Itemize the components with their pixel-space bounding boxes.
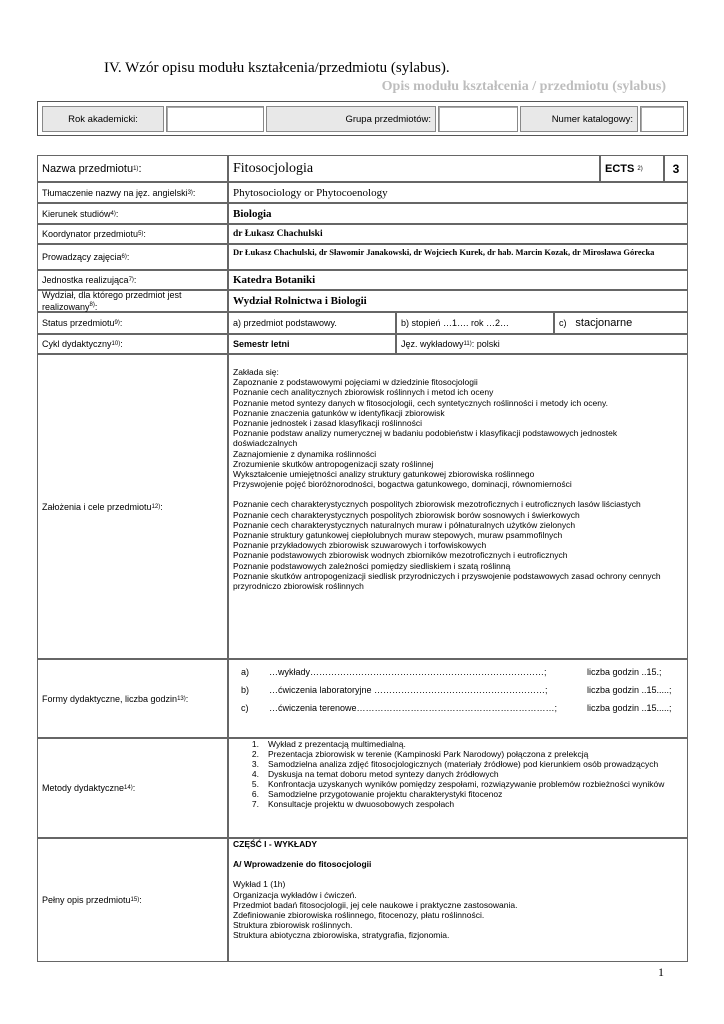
method-number: 5.	[251, 779, 259, 789]
goal-line: Poznanie jednostek i zasad klasyfikacji roślinności	[233, 418, 422, 429]
forms-cell	[228, 659, 688, 738]
description-list	[233, 890, 683, 941]
methods-label-cell	[37, 738, 228, 838]
method-number: 3.	[251, 759, 259, 769]
page-heading: IV. Wzór opisu modułu kształcenia/przedmiotu (sylabus).	[104, 60, 450, 76]
label-colon: :	[133, 275, 137, 285]
form-item-letter: c)	[241, 703, 249, 713]
methods-label: Metody dydaktyczne	[42, 783, 125, 793]
form-item-hours: liczba godzin ..15.;	[587, 667, 662, 677]
coordinator-label: Koordynator przedmiotu	[42, 229, 139, 239]
subject-name-label-cell	[37, 155, 228, 182]
unit-label-cell	[37, 270, 228, 290]
translation-cell	[228, 182, 688, 203]
label-colon: :	[185, 693, 189, 704]
unit-value: Katedra Botaniki	[233, 274, 316, 286]
method-text: Konfrontacja uzyskanych wyników pomiędzy zespołami, rozwiązywanie problemów rozbieżności wyników	[268, 779, 665, 789]
forms-list	[233, 663, 683, 717]
label-colon: :	[139, 895, 142, 905]
coordinator-label-cell	[37, 224, 228, 244]
field-value: Biologia	[233, 207, 272, 220]
form-item-hours: liczba godzin ..15.....;	[587, 703, 672, 713]
subject-name-label: Nazwa przedmiotu	[42, 162, 134, 175]
translation-value: Phytosociology or Phytocoenology	[233, 186, 388, 199]
goal-line: Poznanie cech charakterystycznych pospolitych zbiorowisk borów sosnowych i świerkowych	[233, 509, 580, 520]
method-item	[233, 779, 679, 789]
lecturers-label: Prowadzący zajęcia	[42, 252, 122, 262]
form-item-hours: liczba godzin ..15.....;	[587, 685, 672, 695]
status-c-prefix: c)	[559, 318, 567, 328]
field-cell	[228, 203, 688, 224]
goal-line: Poznanie znaczenia gatunków w identyfikacji zbiorowisk	[233, 407, 445, 418]
goal-line: Zapoznanie z podstawowymi pojęciami w dziedzinie fitosocjologii	[233, 377, 478, 388]
language-label: Jęz. wykładowy	[401, 339, 464, 349]
cycle-label-cell	[37, 334, 228, 354]
method-text: Samodzielna analiza zdjęć fitosocjologicznych (materiały źródłowe) pod kierunkiem osób prowadzących	[268, 759, 659, 769]
goals-footnote: 12)	[151, 503, 161, 510]
label-colon: :	[115, 208, 119, 219]
subject-group-field[interactable]	[438, 106, 518, 132]
method-item	[233, 749, 679, 759]
lecturers-value: Dr Łukasz Chachulski, dr Sławomir Janakowski, dr Wojciech Kurek, dr hab. Marcin Kozak, dr Mirosława Górecka	[233, 247, 655, 257]
faculty-cell	[228, 290, 688, 312]
label-colon: :	[160, 501, 163, 512]
faculty-label-cell	[37, 290, 228, 312]
subject-name-footnote: 1)	[133, 165, 139, 172]
subject-name-value: Fitosocjologia	[233, 160, 314, 176]
lecturers-label-cell	[37, 244, 228, 270]
ects-label-cell	[600, 155, 664, 182]
description-line: Przedmiot badań fitosocjologii, jej cele naukowe i praktyczne zastosowania.	[233, 899, 518, 910]
status-c-cell	[554, 312, 688, 334]
description-part-title: CZĘŚĆ I - WYKŁADY	[233, 839, 318, 849]
catalog-number-label: Numer katalogowy:	[520, 106, 638, 132]
method-item	[233, 759, 679, 769]
description-label: Pełny opis przedmiotu	[42, 895, 131, 905]
language-value: : polski	[471, 339, 500, 349]
description-line: Organizacja wykładów i ćwiczeń.	[233, 889, 357, 900]
label-colon: :	[94, 302, 98, 312]
method-text: Konsultacje projektu w dwuosobowych zespołach	[268, 799, 455, 809]
faculty-footnote: 8)	[89, 302, 95, 308]
goal-line: Przyswojenie pojęć bioróżnorodności, bogactwa gatunkowego, dominacji, równomierności	[233, 479, 572, 490]
goal-line: Poznanie cech charakterystycznych naturalnych muraw i półnaturalnych użytków zielonych	[233, 519, 576, 530]
form-item-letter: a)	[241, 667, 250, 677]
goals-cell	[228, 354, 688, 659]
cycle-value: Semestr letni	[233, 339, 290, 349]
form-item-letter: b)	[241, 685, 250, 695]
cycle-footnote: 10)	[111, 341, 121, 347]
label-colon: :	[119, 318, 123, 328]
method-item	[233, 769, 679, 779]
forms-label-cell	[37, 659, 228, 738]
lecturers-cell	[228, 244, 688, 270]
translation-label-cell	[37, 182, 228, 203]
academic-year-label: Rok akademicki:	[42, 106, 164, 132]
field-label: Kierunek studiów	[42, 208, 111, 219]
goal-line: Poznanie struktury gatunkowej ciepłolubnych muraw stepowych, muraw psammofilnych	[233, 530, 563, 541]
goal-line: Zakłada się:	[233, 367, 279, 377]
goals-list	[233, 367, 683, 591]
method-item	[233, 789, 679, 799]
label-colon: :	[192, 187, 196, 198]
goals-label: Założenia i cele przedmiotu	[42, 501, 152, 512]
field-label-cell	[37, 203, 228, 224]
unit-footnote: 7)	[128, 277, 134, 283]
methods-footnote: 14)	[124, 785, 133, 791]
description-line: Zdefiniowanie zbiorowiska roślinnego, fitocenozy, płatu roślinności.	[233, 910, 485, 921]
goal-line: Poznanie skutków antropogenizacji siedlisk przyrodniczych i przyswojenie podstawowych zasad ochrony cennych przyrodniczo zbiorowisk roślinnych	[233, 570, 661, 592]
translation-label: Tłumaczenie nazwy na jęz. angielski	[42, 187, 188, 198]
page-number: 1	[658, 965, 664, 979]
form-item	[233, 681, 683, 699]
label-colon: :	[126, 252, 130, 262]
forms-label: Formy dydaktyczne, liczba godzin	[42, 693, 178, 704]
goal-line: Poznanie metod syntezy danych w fitosocjologii, cech syntetycznych roślinności i metody ich oceny.	[233, 397, 608, 408]
cycle-cell	[228, 334, 396, 354]
status-label-cell	[37, 312, 228, 334]
faculty-label: Wydział, dla którego przedmiot jest realizowany	[42, 290, 182, 312]
status-c-value: stacjonarne	[575, 317, 633, 329]
subject-name-cell	[228, 155, 600, 182]
status-label: Status przedmiotu	[42, 318, 115, 328]
ects-value-cell	[664, 155, 688, 182]
coordinator-value: dr Łukasz Chachulski	[233, 229, 323, 239]
goal-line: Zrozumienie skutków antropogenizacji szaty roślinnej	[233, 458, 434, 469]
field-footnote: 4)	[110, 210, 116, 217]
method-item	[233, 799, 679, 809]
status-footnote: 9)	[114, 320, 120, 326]
goal-line: Poznanie cech charakterystycznych pospolitych zbiorowisk mezotroficznych i eutroficznych lasów liściastych	[233, 499, 641, 510]
label-colon: :	[120, 339, 123, 349]
label-colon: :	[132, 783, 136, 793]
language-footnote: 11)	[463, 341, 472, 347]
description-line: Struktura abiotyczna zbiorowiska, stratygrafia, fizjonomia.	[233, 930, 450, 941]
forms-footnote: 13)	[177, 695, 186, 702]
ects-value: 3	[672, 161, 680, 176]
method-number: 1.	[251, 739, 259, 749]
method-text: Prezentacja zbiorowisk w terenie (Kampinoski Park Narodowy) połączona z prelekcją	[268, 749, 589, 759]
faculty-value: Wydział Rolnictwa i Biologii	[233, 295, 367, 307]
goal-line: Wykształcenie umiejętności analizy struktury gatunkowej zbiorowiska roślinnego	[233, 469, 535, 480]
description-label-cell	[37, 838, 228, 962]
academic-year-field[interactable]	[166, 106, 264, 132]
label-colon: :	[143, 229, 146, 239]
method-number: 4.	[251, 769, 259, 779]
goal-line: Poznanie podstawowych zależności pomiędzy siedliskiem i szatą roślinną	[233, 560, 511, 571]
form-item-text: …ćwiczenia terenowe…………………………………………………………;	[269, 703, 558, 713]
method-item	[233, 739, 679, 749]
goal-line: Zaznajomienie z dynamika roślinności	[233, 448, 377, 459]
cycle-label: Cykl dydaktyczny	[42, 339, 112, 349]
ects-footnote: 2)	[637, 165, 643, 172]
form-item-text: …ćwiczenia laboratoryjne …………………………………………………;	[269, 685, 548, 695]
header-table	[37, 101, 688, 136]
form-item-text: …wykłady……………………………………………………………………;	[269, 667, 547, 677]
method-text: Wykład z prezentacją multimedialną.	[268, 739, 406, 749]
methods-cell	[228, 738, 688, 838]
lecturers-footnote: 6)	[121, 254, 127, 260]
goals-spacer	[233, 489, 683, 499]
form-item	[233, 699, 683, 717]
goal-line: Poznanie przykładowych zbiorowisk szuwarowych i torfowiskowych	[233, 540, 487, 551]
ects-label: ECTS	[605, 162, 635, 175]
description-line: Struktura zbiorowisk roślinnych.	[233, 920, 353, 931]
description-lecture: Wykład 1 (1h)	[233, 879, 286, 890]
translation-footnote: 3)	[187, 189, 193, 196]
goals-label-cell	[37, 354, 228, 659]
subject-group-label: Grupa przedmiotów:	[266, 106, 436, 132]
methods-list	[233, 739, 679, 809]
catalog-number-field[interactable]	[640, 106, 684, 132]
description-cell	[228, 838, 688, 962]
description-section-title: A/ Wprowadzenie do fitosocjologii	[233, 859, 372, 870]
status-b-cell	[396, 312, 554, 334]
status-a-cell	[228, 312, 396, 334]
status-a-value: a) przedmiot podstawowy.	[233, 318, 337, 328]
method-number: 2.	[251, 749, 259, 759]
form-item	[233, 663, 683, 681]
status-b-value: b) stopień …1…. rok …2…	[401, 318, 510, 328]
method-number: 7.	[251, 799, 259, 809]
method-text: Samodzielne przygotowanie projektu charakterystyki fitocenoz	[268, 789, 503, 799]
description-footnote: 15)	[130, 897, 140, 903]
goal-line: Poznanie podstawowych zbiorowisk wodnych zbiorników mezotroficznych i eutroficznych	[233, 550, 568, 561]
language-cell	[396, 334, 688, 354]
method-number: 6.	[251, 789, 259, 799]
page-subheading: Opis modułu kształcenia / przedmiotu (sylabus)	[381, 79, 666, 94]
method-text: Dyskusja na temat doboru metod syntezy danych źródłowych	[268, 769, 499, 779]
goal-line: Poznanie cech analitycznych zbiorowisk roślinnych i metod ich oceny	[233, 387, 494, 398]
coordinator-footnote: 5)	[138, 231, 144, 237]
unit-label: Jednostka realizująca	[42, 275, 129, 285]
label-colon: :	[138, 162, 142, 175]
goal-line: Poznanie podstaw analizy numerycznej w badaniu podobieństw i klasyfikacji podstawowych jednostek doświadczalnych	[233, 428, 618, 449]
coordinator-cell	[228, 224, 688, 244]
unit-cell	[228, 270, 688, 290]
